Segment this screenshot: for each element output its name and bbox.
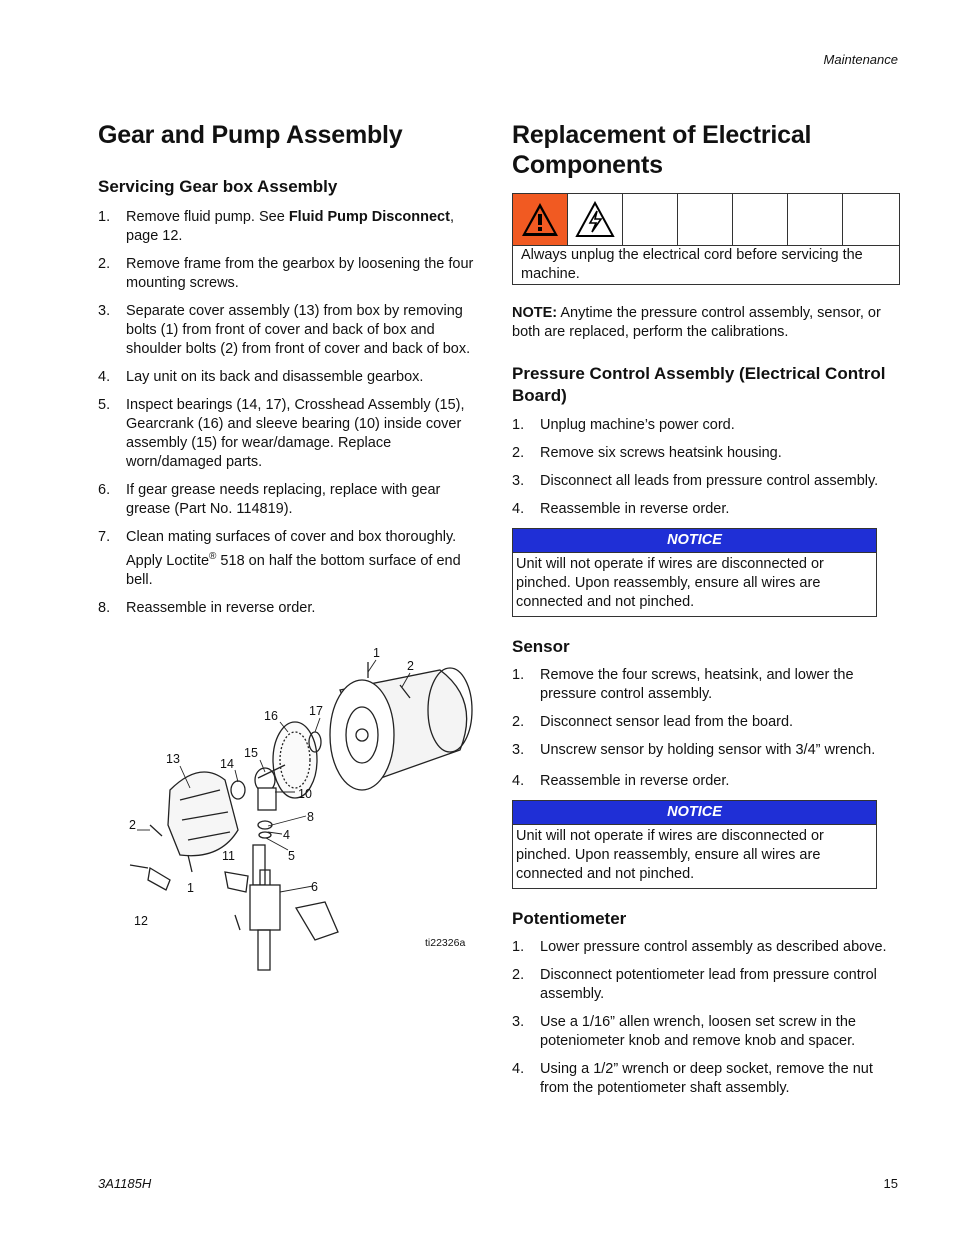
right-column <box>512 120 900 1107</box>
callout-label: 10 <box>298 787 312 801</box>
gearbox-steps <box>98 208 483 618</box>
list-item: 3. Separate cover assembly (13) from box by removing bolts (1) from front of cover and back of box and shoulder bolts (2) from front of cover and back of box. <box>98 303 471 357</box>
list-item: 4. Using a 1/2” wrench or deep socket, remove the nut from the potentiometer shaft assembly. <box>512 1061 873 1096</box>
warning-text: Always unplug the electrical cord before servicing the machine. <box>521 247 863 282</box>
list-item: 3. Unscrew sensor by holding sensor with 3/4” wrench. <box>512 742 876 758</box>
pca-steps <box>512 416 900 519</box>
callout-label: 14 <box>220 757 234 771</box>
warning-icon-row <box>513 194 899 246</box>
list-item: 2. Remove six screws heatsink housing. <box>512 445 782 461</box>
callout-label: 2 <box>129 818 136 832</box>
subsection-title: Potentiometer <box>512 909 627 928</box>
empty-symbol-cell <box>678 194 733 245</box>
notice-box <box>512 800 877 889</box>
electric-shock-icon <box>568 194 623 245</box>
callout-label: 6 <box>311 880 318 894</box>
section-title: Replacement of Electrical Components <box>512 121 812 179</box>
figure-id: ti22326a <box>425 937 466 949</box>
callout-label: 13 <box>166 752 180 766</box>
list-item: 6. If gear grease needs replacing, replace with gear grease (Part No. 114819). <box>98 482 441 517</box>
subsection-title: Servicing Gear box Assembly <box>98 177 338 196</box>
empty-symbol-cell <box>733 194 788 245</box>
subsection-title: Sensor <box>512 637 570 656</box>
list-item: 2. Disconnect potentiometer lead from pressure control assembly. <box>512 967 877 1002</box>
list-item: 2. Disconnect sensor lead from the board. <box>512 714 794 730</box>
potentiometer-steps <box>512 938 900 1098</box>
sensor-steps <box>512 666 900 791</box>
list-item: 1. Unplug machine’s power cord. <box>512 417 735 433</box>
gearbox-exploded-diagram <box>110 640 480 980</box>
list-item: 2. Remove frame from the gearbox by loosening the four mounting screws. <box>98 256 474 291</box>
running-header: Maintenance <box>823 52 898 67</box>
list-item: 1. Lower pressure control assembly as described above. <box>512 939 887 955</box>
empty-symbol-cell <box>623 194 678 245</box>
list-item: 5. Inspect bearings (14, 17), Crosshead Assembly (15), Gearcrank (16) and sleeve bearing (10) inside cover assembly (15) for wear/damage. Replace worn/damaged parts. <box>98 397 465 470</box>
callout-label: 11 <box>222 849 235 863</box>
notice-box <box>512 528 877 617</box>
notice-heading: NOTICE <box>513 529 876 552</box>
list-item: 1. Remove the four screws, heatsink, and lower the pressure control assembly. <box>512 667 854 702</box>
list-item: 7. Clean mating surfaces of cover and box thoroughly. Apply Loctite® 518 on half the bottom surface of end bell. <box>98 529 461 588</box>
list-item: 4. Reassemble in reverse order. <box>512 501 730 517</box>
list-item: 3. Disconnect all leads from pressure control assembly. <box>512 473 879 489</box>
callout-label: 1 <box>187 881 194 895</box>
notice-heading: NOTICE <box>513 801 876 824</box>
callout-label: 15 <box>244 746 258 760</box>
list-item: 4. Reassemble in reverse order. <box>512 773 730 789</box>
empty-symbol-cell <box>788 194 843 245</box>
section-title: Gear and Pump Assembly <box>98 121 403 149</box>
callout-label: 8 <box>307 810 314 824</box>
warning-box <box>512 193 900 285</box>
warning-triangle-icon <box>513 194 568 245</box>
subsection-title: Pressure Control Assembly (Electrical Control Board) <box>512 364 886 405</box>
callout-label: 16 <box>264 709 278 723</box>
empty-symbol-cell <box>843 194 899 245</box>
cross-reference: Fluid Pump Disconnect <box>288 209 450 225</box>
registered-mark: ® <box>209 551 217 562</box>
footer-document-id: 3A1185H <box>98 1176 152 1191</box>
notice-text: Unit will not operate if wires are disconnected or pinched. Upon reassembly, ensure all wires are connected and not pinched. <box>513 824 876 888</box>
callout-label: 4 <box>283 828 290 842</box>
list-item: 8. Reassemble in reverse order. <box>98 599 316 616</box>
list-item: 1. Remove fluid pump. See Fluid Pump Disconnect, page 12. <box>98 209 454 244</box>
callout-label: 2 <box>407 659 414 673</box>
callout-label: 5 <box>288 849 295 863</box>
callout-label: 1 <box>373 646 380 660</box>
list-item: 4. Lay unit on its back and disassemble gearbox. <box>98 369 424 385</box>
callout-label: 17 <box>309 704 323 718</box>
list-item: 3. Use a 1/16” allen wrench, loosen set screw in the poteniometer knob and remove knob and spacer. <box>512 1014 856 1049</box>
left-column <box>98 120 483 627</box>
note-paragraph: NOTE: Anytime the pressure control assembly, sensor, or both are replaced, perform the calibrations. <box>512 305 881 340</box>
callout-label: 12 <box>134 914 148 928</box>
page-number: 15 <box>883 1176 898 1191</box>
notice-text: Unit will not operate if wires are disconnected or pinched. Upon reassembly, ensure all wires are connected and not pinched. <box>513 552 876 616</box>
